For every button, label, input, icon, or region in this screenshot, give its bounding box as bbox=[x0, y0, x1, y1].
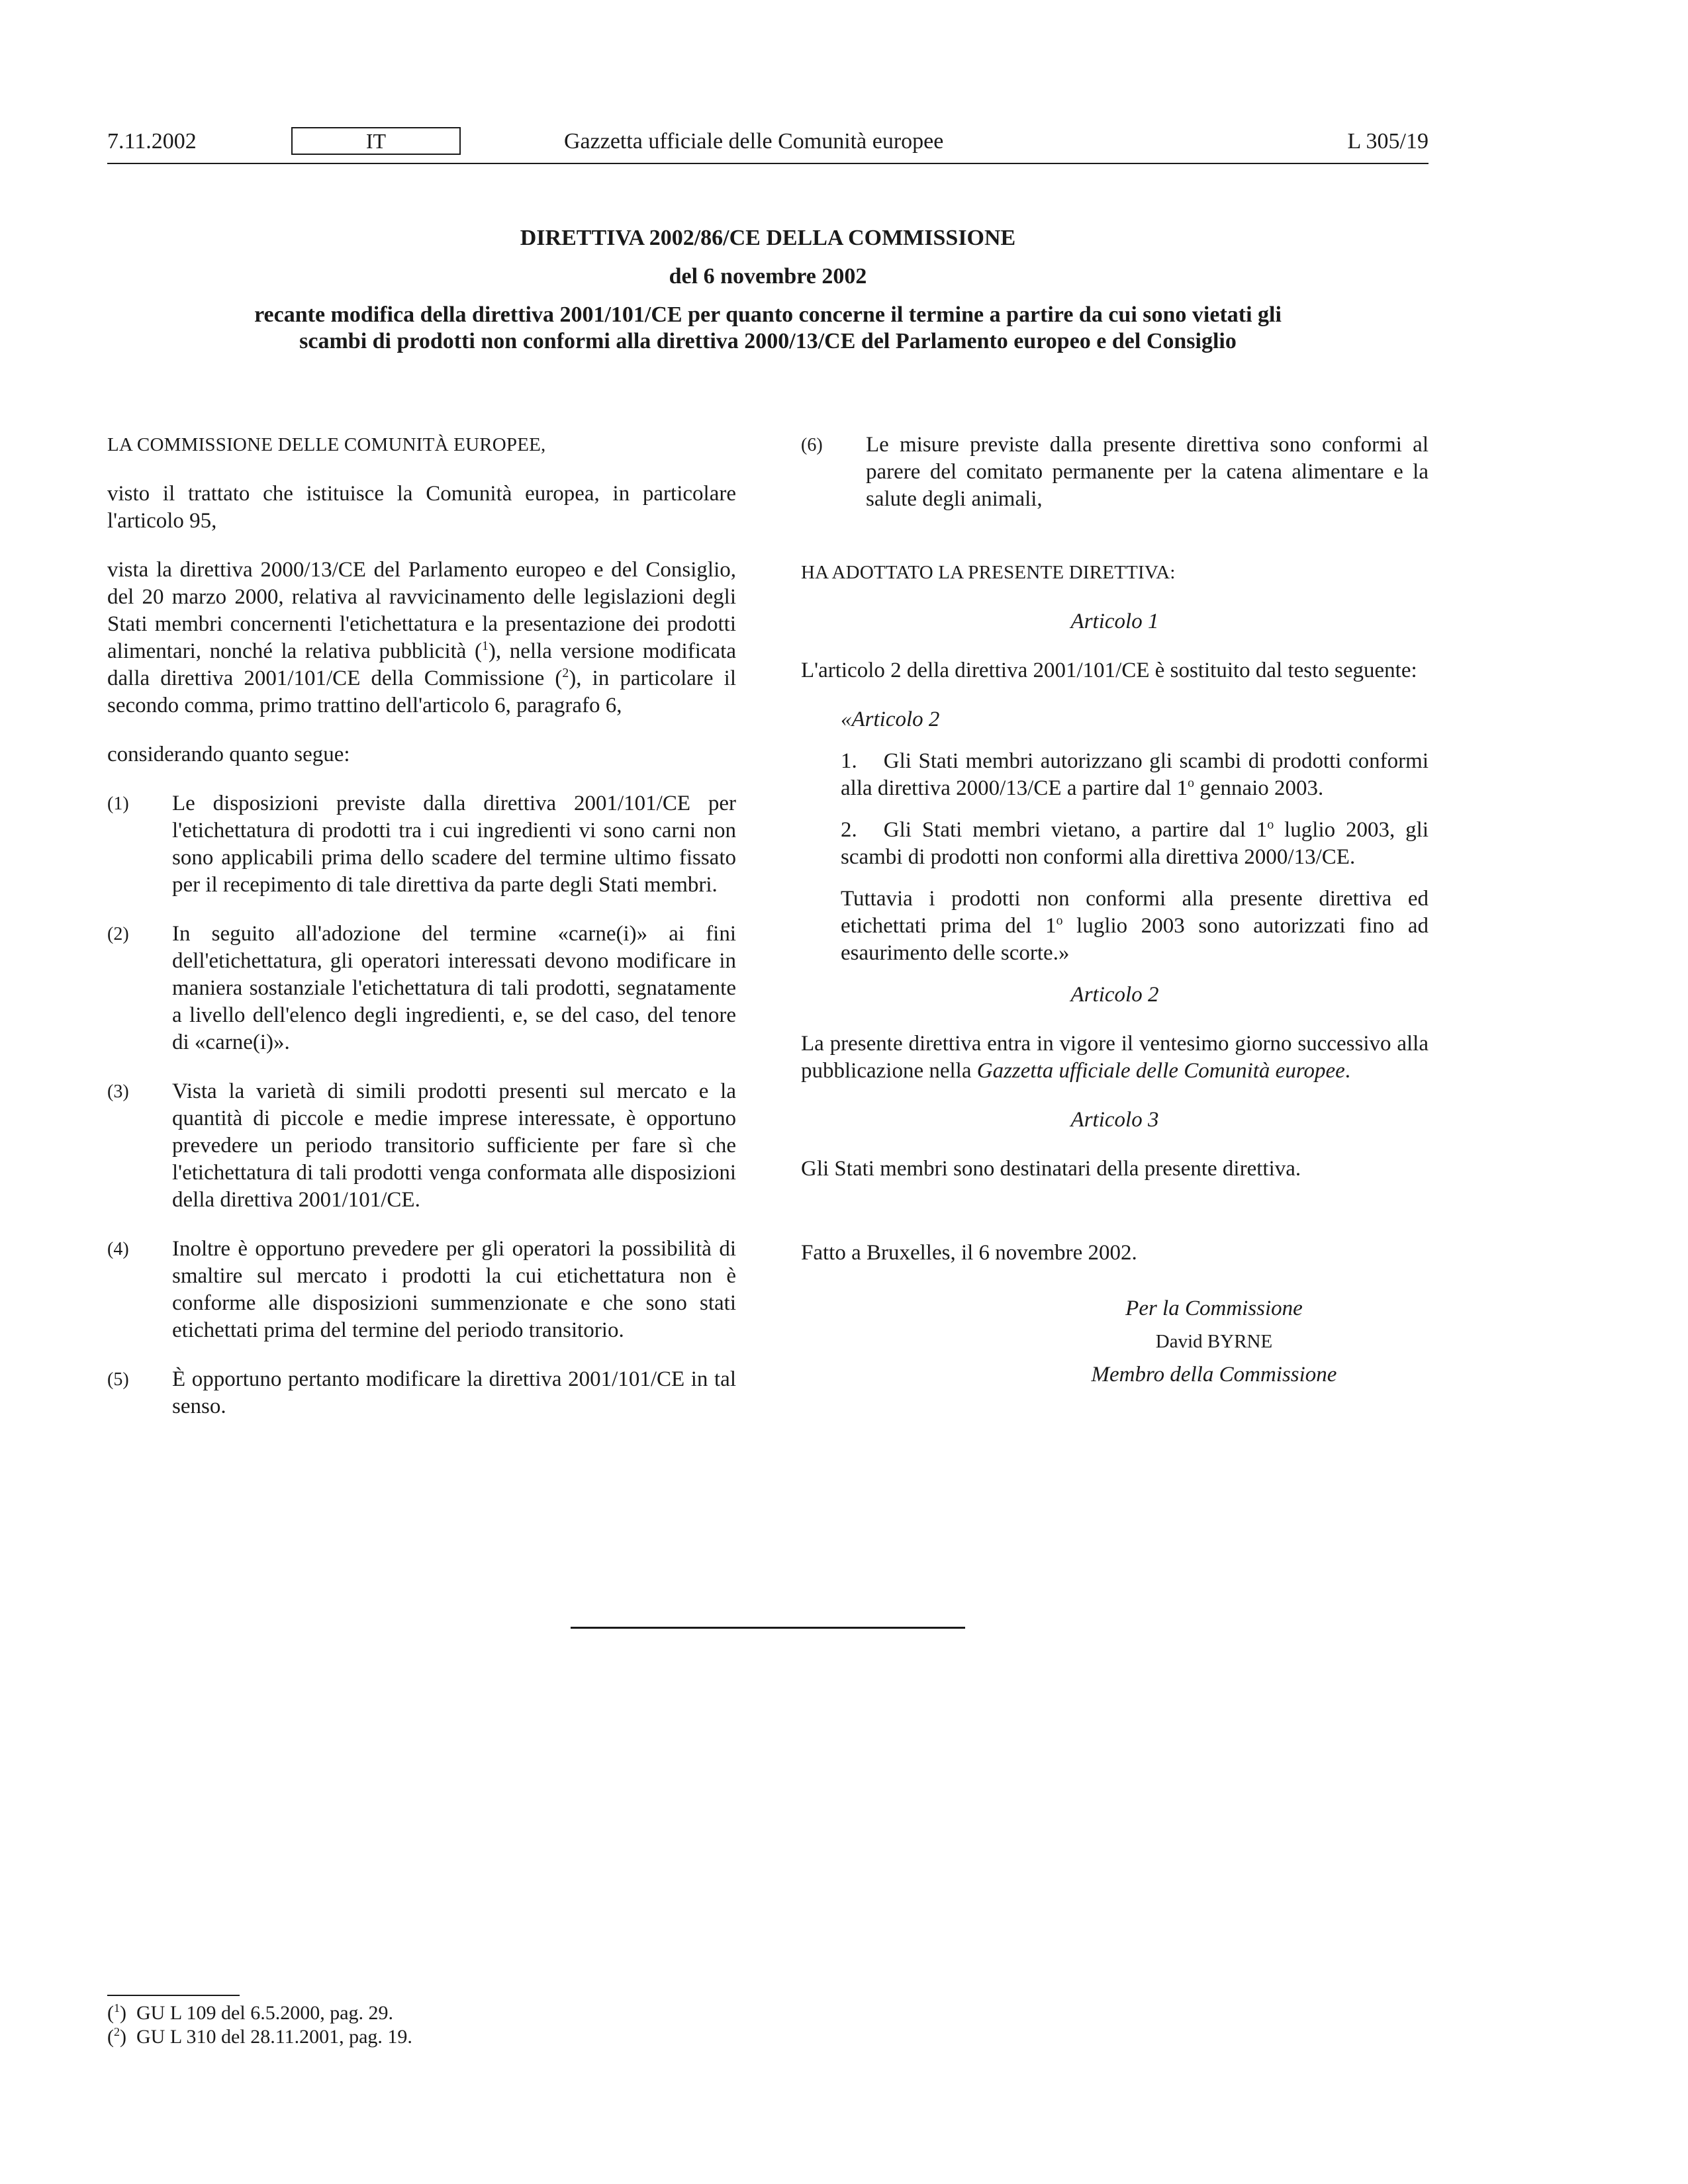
left-column bbox=[107, 432, 736, 1442]
recital-text: È opportuno pertanto modificare la direttiva 2001/101/CE in tal senso. bbox=[172, 1367, 736, 1418]
article-2-text: La presente direttiva entra in vigore il ventesimo giorno successivo alla pubblicazione nella Gazzetta ufficiale delle Comunità europee. bbox=[801, 1032, 1429, 1083]
recital-item bbox=[107, 790, 736, 899]
recital-item bbox=[107, 921, 736, 1056]
quoted-paragraph-1: 1. Gli Stati membri autorizzano gli scambi di prodotti conformi alla direttiva 2000/13/CE a partire dal 1$^o$ gennaio 2003. bbox=[841, 749, 1429, 800]
header-rule bbox=[107, 163, 1429, 164]
place-date: Fatto a Bruxelles, il 6 novembre 2002. bbox=[801, 1241, 1137, 1265]
footnotes bbox=[107, 2001, 412, 2049]
quoted-paragraph-3: Tuttavia i prodotti non conformi alla presente direttiva ed etichettati prima del 1$^o$ luglio 2003 sono autorizzati fino ad esaurimento delle scorte.» bbox=[841, 887, 1429, 965]
quoted-article-title: «Articolo 2 bbox=[841, 707, 940, 731]
directive-title: DIRETTIVA 2002/86/CE DELLA COMMISSIONE bbox=[520, 226, 1016, 250]
quoted-paragraph-2: 2. Gli Stati membri vietano, a partire dal 1$^o$ luglio 2003, gli scambi di prodotti non conformi alla direttiva 2000/13/CE. bbox=[841, 817, 1429, 869]
language-box: IT bbox=[291, 127, 461, 155]
end-separator bbox=[571, 1627, 965, 1629]
footnote: ($^2$) GU L 310 del 28.11.2001, pag. 19. bbox=[107, 2025, 412, 2048]
article-3-text: Gli Stati membri sono destinatari della presente direttiva. bbox=[801, 1157, 1301, 1181]
recital-text: Le disposizioni previste dalla direttiva 2001/101/CE per l'etichettatura di prodotti tra i cui ingredienti vi sono carni non sono applicabili prima dello scadere del termine ultimo fissato per il recepimento di tale direttiva da parte degli Stati membri. bbox=[172, 792, 736, 897]
article-3-title: Articolo 3 bbox=[1070, 1108, 1159, 1132]
quoted-article bbox=[801, 706, 1429, 967]
recital-text: Vista la varietà di simili prodotti presenti sul mercato e la quantità di piccole e medie imprese interessate, è opportuno prevedere un periodo transitorio sufficiente per fare sì che l'etichettatura di tali prodotti venga conformata alle disposizioni della direttiva 2001/101/CE. bbox=[172, 1079, 736, 1212]
intro-heading: LA COMMISSIONE DELLE COMUNITÀ EUROPEE, bbox=[107, 434, 546, 455]
article-1-text: L'articolo 2 della direttiva 2001/101/CE è sostituito dal testo seguente: bbox=[801, 659, 1417, 682]
page-reference: L 305/19 bbox=[1347, 129, 1429, 154]
recital-number: (1) bbox=[107, 794, 129, 814]
header-date: 7.11.2002 bbox=[107, 129, 197, 154]
right-column bbox=[801, 432, 1429, 1391]
recital-text: In seguito all'adozione del termine «carne(i)» ai fini dell'etichettatura, gli operatori interessati devono modificare in maniera sostanziale l'etichettatura di tali prodotti, segnatamente a livello dell'elenco degli ingredienti, e, se del caso, del tenore di «carne(i)». bbox=[172, 922, 736, 1054]
footnote-rule bbox=[107, 1995, 240, 1996]
footnote: ($^1$) GU L 109 del 6.5.2000, pag. 29. bbox=[107, 2001, 394, 2024]
adopted-heading: HA ADOTTATO LA PRESENTE DIRETTIVA: bbox=[801, 562, 1176, 583]
directive-date: del 6 novembre 2002 bbox=[669, 264, 867, 289]
page-header bbox=[107, 124, 1429, 159]
recital-number: (3) bbox=[107, 1081, 129, 1102]
recital-text: Le misure previste dalla presente direttiva sono conformi al parere del comitato permanente per la catena alimentare e la salute degli animali, bbox=[866, 433, 1429, 511]
recital-number: (5) bbox=[107, 1369, 129, 1390]
recital-number: (4) bbox=[107, 1239, 129, 1259]
signature-for: Per la Commissione bbox=[1125, 1297, 1303, 1320]
recital-number: (6) bbox=[801, 435, 823, 455]
document-title bbox=[107, 222, 1429, 355]
recital-number: (2) bbox=[107, 924, 129, 944]
journal-title: Gazzetta ufficiale delle Comunità europee bbox=[564, 129, 944, 154]
recital-item bbox=[107, 1366, 736, 1420]
article-2-title: Articolo 2 bbox=[1070, 983, 1159, 1007]
article-1-title: Articolo 1 bbox=[1070, 610, 1159, 633]
signature-block bbox=[1000, 1292, 1429, 1391]
footnote-ref: 1 bbox=[482, 639, 489, 653]
directive-subject: recante modifica della direttiva 2001/101/CE per quanto concerne il termine a partire da cui sono vietati gli scambi di prodotti non conformi alla direttiva 2000/13/CE del Parlamento europeo e del Consiglio bbox=[254, 302, 1282, 353]
recital-text: Inoltre è opportuno prevedere per gli operatori la possibilità di smaltire sul mercato i prodotti la cui etichettatura non è conforme alle disposizioni summenzionate e che sono stati etichettati prima del termine del periodo transitorio. bbox=[172, 1237, 736, 1342]
signature-role: Membro della Commissione bbox=[1091, 1363, 1337, 1387]
recital-item bbox=[801, 432, 1429, 513]
recital-item bbox=[107, 1236, 736, 1344]
visto-paragraph: visto il trattato che istituisce la Comunità europea, in particolare l'articolo 95, bbox=[107, 482, 736, 533]
recital-item bbox=[107, 1078, 736, 1214]
considerando-paragraph: considerando quanto segue: bbox=[107, 743, 350, 766]
footnote-ref: 2 bbox=[562, 666, 569, 680]
signature-name: David BYRNE bbox=[1155, 1331, 1273, 1352]
journal-name-italic: Gazzetta ufficiale delle Comunità europee bbox=[976, 1059, 1345, 1083]
vista-paragraph: vista la direttiva 2000/13/CE del Parlamento europeo e del Consiglio, del 20 marzo 2000, relativa al ravvicinamento delle legislazioni degli Stati membri concernenti l'etichettatura e la presentazione dei prodotti alimentari, nonché la relativa pubblicità ($^1$), nella versione modificata dalla direttiva 2001/101/CE della Commissione ($^2$), in particolare il secondo comma, primo trattino dell'articolo 6, paragrafo 6, bbox=[107, 558, 736, 717]
